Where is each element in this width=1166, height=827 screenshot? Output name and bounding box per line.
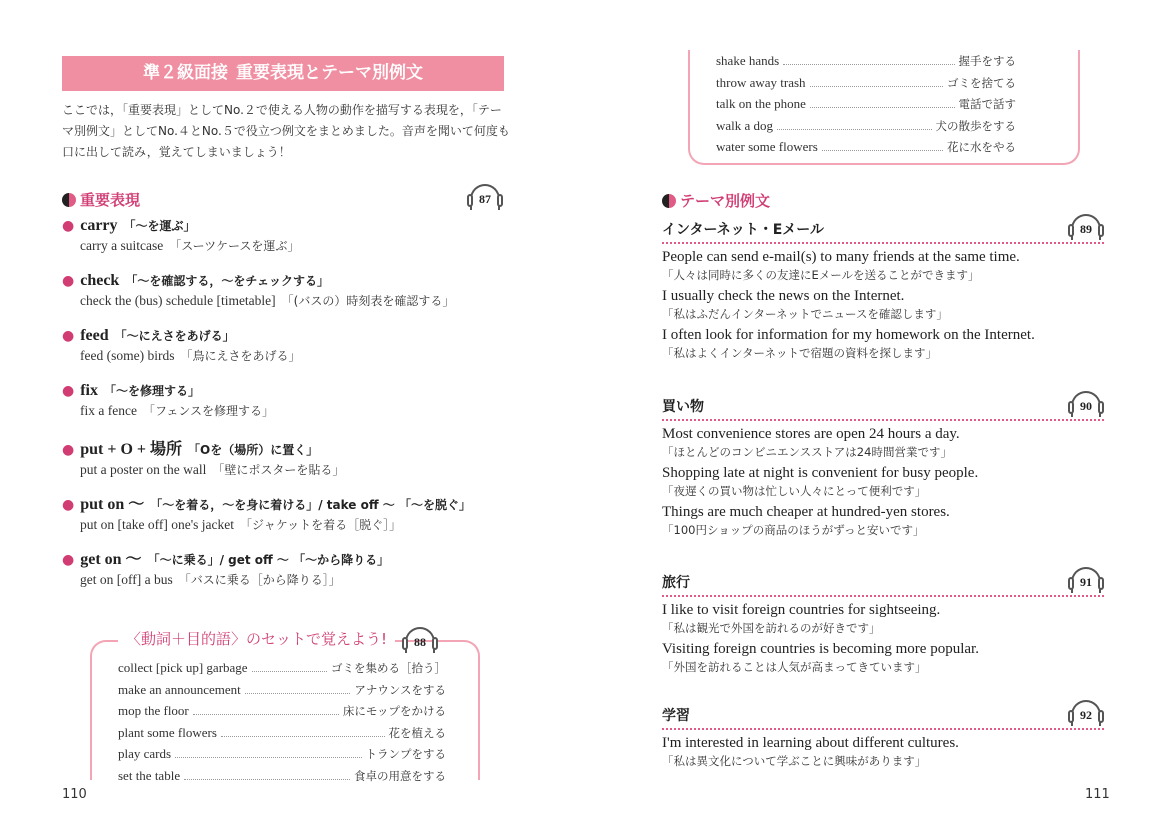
bullet-icon: ● (62, 552, 75, 568)
half-circle-icon (662, 194, 676, 208)
example-meaning: 「鳥にえさをあげる」 (180, 349, 301, 363)
half-circle-icon (62, 193, 76, 207)
headword-meaning: 「〜を着る，〜を身に着ける」/ take off 〜 「〜を脱ぐ」 (150, 498, 471, 512)
track-number: 90 (1080, 399, 1092, 413)
key-expressions-heading-text: 重要表現 (80, 191, 141, 209)
example-translation: 「夜遅くの買い物は忙しい人々にとって便利です」 (662, 484, 927, 498)
headword-text: get on 〜 (80, 551, 142, 568)
audio-track-92[interactable] (1068, 700, 1104, 722)
pair-english: shake hands (716, 53, 780, 68)
verb-object-pair (118, 658, 446, 680)
example-sentence: Most convenience stores are open 24 hours a day. (662, 426, 960, 442)
headword-meaning: 「〜を運ぶ」 (123, 219, 196, 233)
track-number: 87 (479, 192, 491, 206)
pair-english: throw away trash (716, 74, 806, 90)
expression-example (80, 571, 522, 588)
intro-text: ここでは，「重要表現」としてNo.２で使える人物の動作を描写する表現を，「テーマ別例文」としてNo.４とNo.５で役立つ例文をまとめました。音声を聞いて何度も口に出して読み，覚えてしまいましょう！ (62, 103, 510, 159)
theme-title: 買い物 (662, 396, 1104, 421)
headword-text: fix (80, 382, 98, 399)
theme-title: インターネット・Eメール (662, 219, 1104, 244)
expression-headword (62, 270, 522, 290)
track-number: 88 (414, 635, 426, 649)
theme-section (662, 219, 1104, 361)
pair-japanese: アナウンスをする (354, 684, 446, 697)
example-sentence: I like to visit foreign countries for sightseeing. (662, 602, 941, 618)
expression-example (80, 402, 522, 419)
headword-text: carry (80, 217, 118, 234)
example-translation: 「外国を訪れることは人気が高まってきています」 (662, 660, 927, 674)
expression-headword (62, 436, 522, 459)
example-translation: 「ほとんどのコンビニエンスストアは24時間営業です」 (662, 445, 952, 459)
expression-example (80, 516, 522, 533)
bullet-icon: ● (62, 273, 75, 289)
verb-object-list-right (716, 51, 1016, 159)
dotted-leader (175, 757, 361, 758)
page-number-right: 111 (1085, 787, 1110, 802)
dotted-leader (810, 86, 943, 87)
headphone-ear-right (497, 194, 503, 207)
headword-meaning: 「〜を確認する，〜をチェックする」 (125, 274, 329, 288)
headword-text: put + O + 場所 (80, 441, 183, 458)
theme-section (662, 396, 1104, 538)
headphone-ear-right (1098, 710, 1104, 723)
example-translation: 「私はよくインターネットで宿題の資料を探します」 (662, 346, 937, 360)
headphone-ear-right (432, 637, 438, 650)
example-translation: 「100円ショップの商品のほうがずっと安いです」 (662, 523, 925, 537)
example-text: fix a fence (80, 403, 137, 418)
audio-track-89[interactable] (1068, 214, 1104, 236)
audio-track-91[interactable] (1068, 567, 1104, 589)
headphone-ear-right (1098, 401, 1104, 414)
headword-meaning: 「〜に乗る」/ get off 〜 「〜から降りる」 (147, 553, 390, 567)
example-text: carry a suitcase (80, 238, 164, 253)
expression-example (80, 237, 522, 254)
example-sentence: Things are much cheaper at hundred-yen stores. (662, 504, 950, 520)
dotted-leader (193, 714, 339, 715)
dotted-leader (252, 671, 327, 672)
headword-meaning: 「〜を修理する」 (104, 384, 201, 398)
dotted-leader (184, 779, 350, 780)
example-text: put a poster on the wall (80, 462, 207, 477)
verb-object-title-text: 〈動詞＋目的語〉のセットで覚えよう! (126, 630, 388, 648)
verb-object-pair (118, 680, 446, 702)
dotted-leader (822, 150, 943, 151)
verb-object-pair (118, 701, 446, 723)
example-sentence: Shopping late at night is convenient for busy people. (662, 465, 979, 481)
example-sentence: People can send e-mail(s) to many friends at the same time. (662, 249, 1020, 265)
headword-text: feed (80, 327, 109, 344)
example-sentence: I usually check the news on the Internet. (662, 288, 905, 304)
example-sentence: I'm interested in learning about different cultures. (662, 735, 959, 751)
pair-english: walk a dog (716, 117, 774, 133)
bullet-icon: ● (62, 497, 75, 513)
pair-japanese: トランプをする (365, 749, 446, 762)
audio-track-88[interactable] (402, 627, 438, 649)
example-text: check the (bus) schedule [timetable] (80, 293, 276, 308)
headword-text: put on 〜 (80, 496, 145, 513)
key-expression (62, 546, 522, 588)
theme-section (662, 705, 1104, 769)
pair-english: plant some flowers (118, 724, 217, 740)
verb-object-pair (118, 766, 446, 788)
key-expression (62, 270, 522, 309)
pair-english: collect [pick up] garbage (118, 660, 248, 675)
expression-headword (62, 215, 522, 235)
example-meaning: 「スーツケースを運ぶ」 (169, 239, 300, 253)
verb-object-title (118, 628, 395, 649)
verb-object-pair (118, 744, 446, 766)
example-text: get on [off] a bus (80, 572, 173, 587)
pair-japanese: 花を植える (388, 727, 446, 740)
pair-english: mop the floor (118, 703, 189, 719)
title-main: 準２級面接 (143, 63, 228, 83)
themes-heading (662, 190, 770, 211)
pair-japanese: 犬の散歩をする (935, 120, 1016, 133)
dotted-leader (777, 129, 931, 130)
bullet-icon: ● (62, 218, 75, 234)
dotted-leader (783, 64, 954, 65)
example-translation: 「私はふだんインターネットでニュースを確認します」 (662, 307, 948, 321)
bullet-icon: ● (62, 442, 75, 458)
key-expression (62, 436, 522, 478)
key-expressions-heading (62, 189, 140, 210)
key-expression (62, 215, 522, 254)
bullet-icon: ● (62, 328, 75, 344)
expression-headword (62, 325, 522, 345)
pair-english: play cards (118, 746, 172, 762)
track-number: 92 (1080, 708, 1092, 722)
page-title (62, 56, 504, 91)
pair-japanese: 花に水をやる (947, 142, 1016, 155)
pair-japanese: 食卓の用意をする (354, 770, 446, 783)
expression-example (80, 347, 522, 364)
example-meaning: 「(バスの）時刻表を確認する」 (281, 294, 455, 308)
headphone-ear-right (1098, 577, 1104, 590)
example-sentence: Visiting foreign countries is becoming more popular. (662, 641, 979, 657)
key-expression (62, 491, 522, 533)
pair-english: make an announcement (118, 681, 241, 697)
verb-object-pair (716, 116, 1016, 138)
headword-meaning: 「Oを（場所）に置く」 (188, 443, 319, 457)
key-expression (62, 325, 522, 364)
example-translation: 「私は観光で外国を訪れるのが好きです」 (662, 621, 881, 635)
title-sub: 重要表現とテーマ別例文 (236, 63, 423, 83)
pair-japanese: ゴミを集める［拾う］ (331, 663, 446, 675)
example-meaning: 「フェンスを修理する」 (142, 404, 275, 418)
key-expression (62, 380, 522, 419)
pair-english: set the table (118, 767, 181, 783)
pair-japanese: 床にモップをかける (342, 706, 446, 719)
headphone-ear-right (1098, 224, 1104, 237)
pair-japanese: 電話で話す (958, 99, 1016, 112)
dotted-leader (810, 107, 955, 108)
track-number: 91 (1080, 575, 1092, 589)
audio-track-90[interactable] (1068, 391, 1104, 413)
example-meaning: 「壁にポスターを貼る」 (212, 463, 345, 477)
expression-headword (62, 546, 522, 569)
expression-example (80, 292, 522, 309)
expression-headword (62, 491, 522, 514)
verb-object-pair (716, 73, 1016, 95)
theme-title: 学習 (662, 705, 1104, 730)
example-meaning: 「バスに乗る［から降りる］」 (178, 573, 341, 587)
example-translation: 「私は異文化について学ぶことに興味があります」 (662, 754, 927, 768)
theme-title: 旅行 (662, 572, 1104, 597)
example-sentence: I often look for information for my homework on the Internet. (662, 327, 1035, 343)
pair-japanese: ゴミを捨てる (947, 77, 1016, 90)
expression-example (80, 461, 522, 478)
verb-object-pair (716, 137, 1016, 159)
headword-meaning: 「〜にえさをあげる」 (114, 329, 235, 343)
dotted-leader (221, 736, 385, 737)
verb-object-list-left (118, 658, 446, 788)
dotted-leader (245, 693, 351, 694)
example-translation: 「人々は同時に多くの友達にEメールを送ることができます」 (662, 268, 980, 282)
example-text: feed (some) birds (80, 348, 175, 363)
theme-section (662, 572, 1104, 675)
example-meaning: 「ジャケットを着る［脱ぐ］」 (240, 518, 402, 532)
expression-headword (62, 380, 522, 400)
pair-japanese: 握手をする (958, 56, 1016, 68)
verb-object-pair (716, 51, 1016, 73)
example-text: put on [take off] one's jacket (80, 517, 235, 532)
pair-english: water some flowers (716, 139, 818, 155)
page-number-left: 110 (62, 787, 87, 802)
themes-heading-text: テーマ別例文 (680, 192, 771, 210)
track-number: 89 (1080, 222, 1092, 236)
audio-track-87[interactable] (467, 184, 503, 206)
verb-object-pair (716, 94, 1016, 116)
bullet-icon: ● (62, 383, 75, 399)
headword-text: check (80, 272, 120, 289)
pair-english: talk on the phone (716, 96, 806, 112)
verb-object-pair (118, 723, 446, 745)
